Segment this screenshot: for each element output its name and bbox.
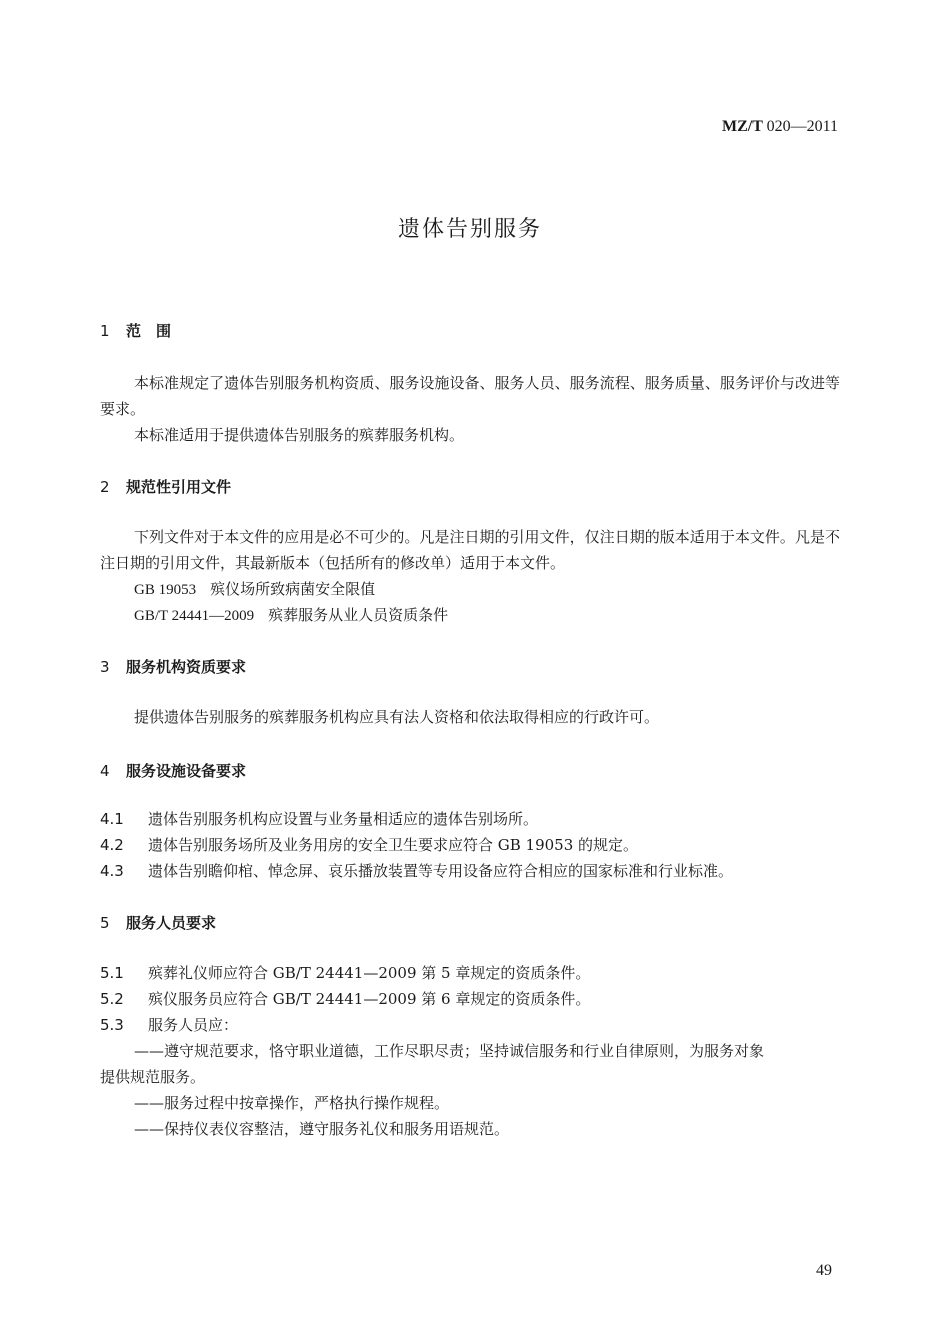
section-5-heading xyxy=(100,912,216,933)
clause-text: 遗体告别服务场所及业务用房的安全卫生要求应符合 GB 19053 的规定。 xyxy=(148,836,639,854)
reference-code: GB 19053 xyxy=(134,582,197,598)
section-number: 3 xyxy=(100,658,110,676)
references-intro: 下列文件对于本文件的应用是必不可少的。凡是注日期的引用文件，仅注日期的版本适用于本文件。凡是不注日期的引用文件，其最新版本（包括所有的修改单）适用于本文件。 xyxy=(100,528,840,572)
clause-text: 服务人员应： xyxy=(148,1016,239,1034)
section-number: 5 xyxy=(100,914,110,932)
requirement-dash-item-1-continued: 提供规范服务。 xyxy=(100,1068,206,1086)
clause-text: 遗体告别瞻仰棺、悼念屏、哀乐播放装置等专用设备应符合相应的国家标准和行业标准。 xyxy=(148,862,734,880)
clause-5-1 xyxy=(100,962,590,983)
reference-item xyxy=(134,604,448,625)
clause-4-3 xyxy=(100,860,733,881)
document-title: 遗体告别服务 xyxy=(397,217,542,242)
clause-number: 4.3 xyxy=(100,862,124,880)
requirement-dash-item-3: ——保持仪表仪容整洁，遵守服务礼仪和服务用语规范。 xyxy=(134,1120,510,1138)
reference-code: GB/T 24441—2009 xyxy=(134,608,255,624)
reference-title: 殡仪场所致病菌安全限值 xyxy=(210,580,376,598)
requirement-dash-item-1: ——遵守规范要求，恪守职业道德，工作尽职尽责；坚持诚信服务和行业自律原则，为服务对象 xyxy=(134,1042,765,1060)
section-number: 4 xyxy=(100,762,110,780)
reference-item xyxy=(134,578,375,599)
scope-paragraph-1: 本标准规定了遗体告别服务机构资质、服务设施设备、服务人员、服务流程、服务质量、服务评价与改进等要求。 xyxy=(100,374,840,418)
standard-number: 020—2011 xyxy=(766,118,838,135)
reference-title: 殡葬服务从业人员资质条件 xyxy=(268,606,449,624)
qualification-paragraph: 提供遗体告别服务的殡葬服务机构应具有法人资格和依法取得相应的行政许可。 xyxy=(134,708,660,726)
clause-number: 4.1 xyxy=(100,810,124,828)
section-number: 2 xyxy=(100,478,110,496)
requirement-dash-item-2: ——服务过程中按章操作，严格执行操作规程。 xyxy=(134,1094,450,1112)
section-1-heading xyxy=(100,320,171,341)
section-3-heading xyxy=(100,656,246,677)
section-title: 范 围 xyxy=(126,322,172,340)
section-title: 服务人员要求 xyxy=(126,914,217,932)
scope-paragraph-2: 本标准适用于提供遗体告别服务的殡葬服务机构。 xyxy=(134,426,465,444)
page-number: 49 xyxy=(816,1262,832,1279)
clause-5-2 xyxy=(100,988,590,1009)
clause-number: 5.2 xyxy=(100,990,124,1008)
clause-text: 殡葬礼仪师应符合 GB/T 24441—2009 第 5 章规定的资质条件。 xyxy=(148,964,591,982)
clause-5-3 xyxy=(100,1014,238,1035)
clause-text: 殡仪服务员应符合 GB/T 24441—2009 第 6 章规定的资质条件。 xyxy=(148,990,591,1008)
clause-text: 遗体告别服务机构应设置与业务量相适应的遗体告别场所。 xyxy=(148,810,539,828)
section-2-heading xyxy=(100,476,231,497)
clause-4-1 xyxy=(100,808,538,829)
section-title: 服务设施设备要求 xyxy=(126,762,247,780)
clause-number: 5.3 xyxy=(100,1016,124,1034)
standard-prefix: MZ/T xyxy=(721,118,763,135)
section-title: 服务机构资质要求 xyxy=(126,658,247,676)
section-4-heading xyxy=(100,760,246,781)
clause-number: 4.2 xyxy=(100,836,124,854)
clause-number: 5.1 xyxy=(100,964,124,982)
section-title: 规范性引用文件 xyxy=(126,478,232,496)
clause-4-2 xyxy=(100,834,638,855)
section-number: 1 xyxy=(100,322,110,340)
standard-code xyxy=(722,118,838,136)
